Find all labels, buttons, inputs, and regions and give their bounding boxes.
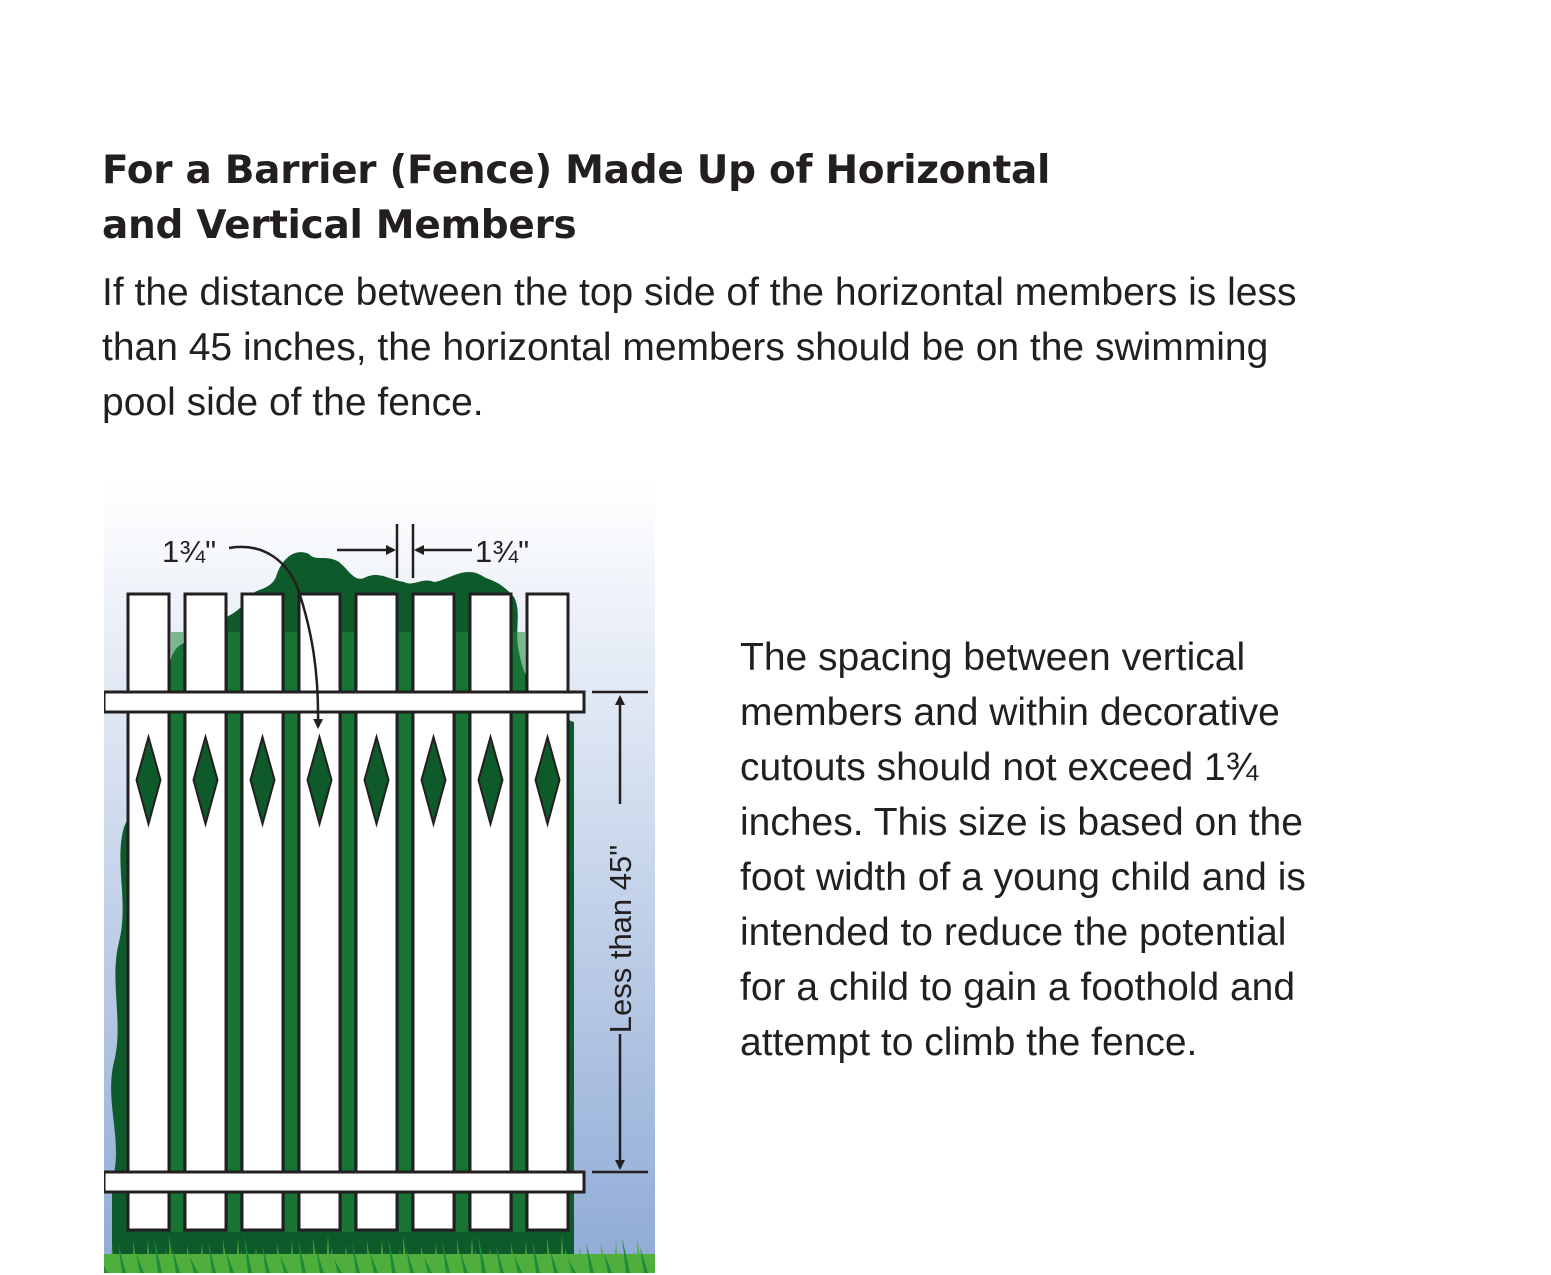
- explanation-line: attempt to climb the fence.: [740, 1021, 1198, 1064]
- vertical-picket: [128, 594, 169, 1230]
- explanation-line: foot width of a young child and is: [740, 856, 1306, 899]
- gap-foliage-highlight: [399, 632, 411, 1232]
- top-horizontal-rail: [104, 692, 584, 712]
- explanation-line: inches. This size is based on the: [740, 801, 1303, 844]
- intro-line: pool side of the fence.: [102, 381, 484, 424]
- intro-paragraph: [102, 265, 1402, 430]
- explanation-paragraph: [740, 630, 1500, 1070]
- explanation-line: cutouts should not exceed 1¾: [740, 746, 1259, 789]
- vertical-picket: [242, 594, 283, 1230]
- bottom-horizontal-rail: [104, 1172, 584, 1192]
- vertical-picket: [185, 594, 226, 1230]
- cutout-dimension-label: 1¾": [162, 534, 217, 569]
- explanation-line: intended to reduce the potential: [740, 911, 1287, 954]
- explanation-line: The spacing between vertical: [740, 636, 1246, 679]
- explanation-line: for a child to gain a foothold and: [740, 966, 1296, 1009]
- gap-foliage-highlight: [228, 632, 240, 1232]
- vertical-picket: [470, 594, 511, 1230]
- gap-foliage-highlight: [285, 632, 297, 1232]
- gap-foliage-highlight: [342, 632, 354, 1232]
- vertical-picket: [299, 594, 340, 1230]
- vertical-picket: [413, 594, 454, 1230]
- heading-line: For a Barrier (Fence) Made Up of Horizontal: [102, 148, 1051, 193]
- pickets-group: [128, 594, 568, 1232]
- spacing-dimension-label: 1¾": [475, 534, 530, 569]
- intro-line: than 45 inches, the horizontal members should be on the swimming: [102, 326, 1269, 369]
- vertical-picket: [356, 594, 397, 1230]
- height-dimension-label: Less than 45": [603, 844, 638, 1034]
- section-heading: [102, 143, 1062, 253]
- explanation-line: members and within decorative: [740, 691, 1280, 734]
- intro-line: If the distance between the top side of the horizontal members is less: [102, 271, 1297, 314]
- vertical-picket: [527, 594, 568, 1230]
- heading-line: and Vertical Members: [102, 203, 577, 248]
- gap-foliage-highlight: [513, 632, 525, 1232]
- gap-foliage-highlight: [456, 632, 468, 1232]
- fence-illustration: [104, 482, 655, 1273]
- fence-diagram: [104, 482, 655, 1273]
- gap-foliage-highlight: [171, 632, 183, 1232]
